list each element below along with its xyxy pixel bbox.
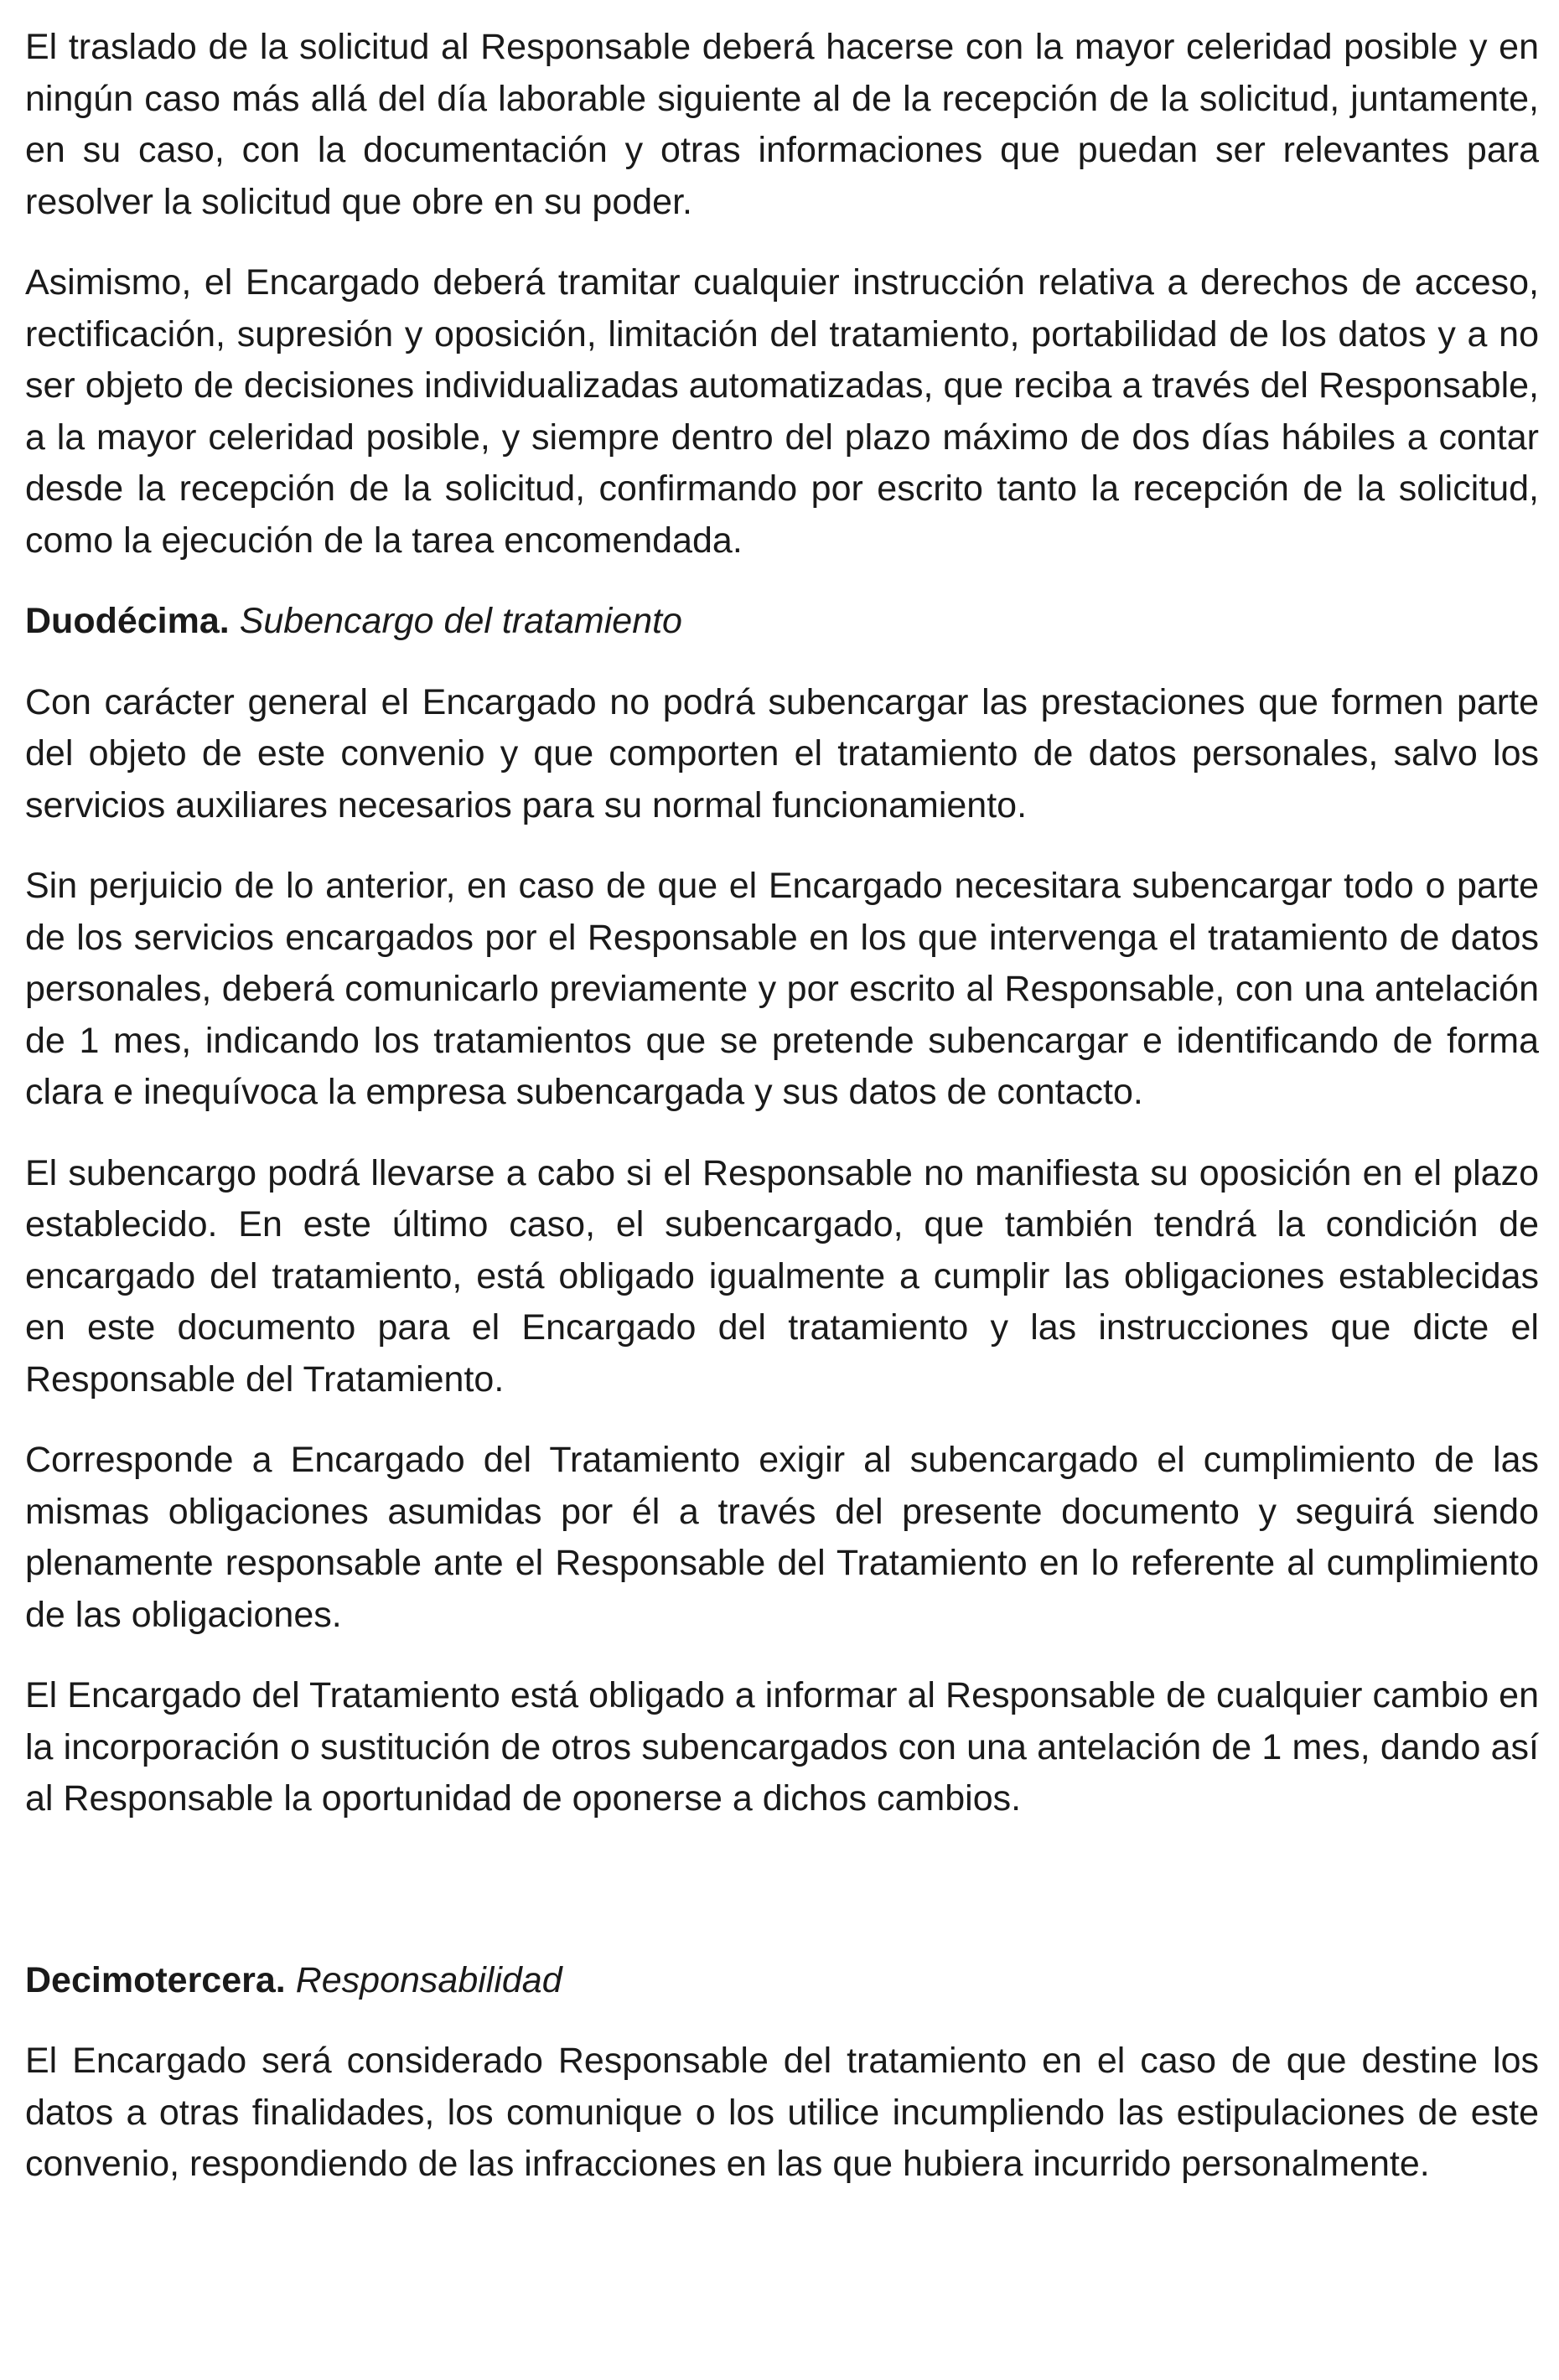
- section-title: Subencargo del tratamiento: [239, 601, 682, 641]
- paragraph: Sin perjuicio de lo anterior, en caso de que el Encargado necesitara subencargar todo o parte de los servicios encargados por el Responsable en los que intervenga el tratamiento de datos personales, deberá comunicarlo previamente y por escrito al Responsable, con una antelación de 1 mes, indicando los tratamientos que se pretende subencargar e identificando de forma clara e inequívoca la empresa subencargada y sus datos de contacto.: [25, 866, 1539, 1112]
- paragraph: Con carácter general el Encargado no podrá subencargar las prestaciones que formen parte del objeto de este convenio y que comporten el tratamiento de datos personales, salvo los servicios auxiliares necesarios para su normal funcionamiento.: [25, 681, 1539, 825]
- section-heading-duodecima: [25, 596, 1539, 648]
- section-title: Responsabilidad: [295, 1959, 562, 2000]
- document-page: [25, 22, 1539, 2220]
- section-heading-decimotercera: [25, 1955, 1539, 2007]
- section-number: Duodécima.: [25, 601, 230, 641]
- section-spacer: [25, 1855, 1539, 1955]
- paragraph: El Encargado será considerado Responsable del tratamiento en el caso de que destine los datos a otras finalidades, los comunique o los utilice incumpliendo las estipulaciones de este convenio, respondiendo de las infracciones en las que hubiera incurrido personalmente.: [25, 2041, 1539, 2184]
- paragraph: Corresponde a Encargado del Tratamiento exigir al subencargado el cumplimiento de las mismas obligaciones asumidas por él a través del presente documento y seguirá siendo plenamente responsable ante el Responsable del Tratamiento en lo referente al cumplimiento de las obligaciones.: [25, 1440, 1539, 1635]
- paragraph: El traslado de la solicitud al Responsable deberá hacerse con la mayor celeridad posible y en ningún caso más allá del día laborable siguiente al de la recepción de la solicitud, juntamente, en su caso, con la documentación y otras informaciones que puedan ser relevantes para resolver la solicitud que obre en su poder.: [25, 27, 1539, 222]
- section-number: Decimotercera.: [25, 1959, 286, 2000]
- paragraph: Asimismo, el Encargado deberá tramitar cualquier instrucción relativa a derechos de acceso, rectificación, supresión y oposición, limitación del tratamiento, portabilidad de los datos y a no ser objeto de decisiones individualizadas automatizadas, que reciba a través del Responsable, a la mayor celeridad posible, y siempre dentro del plazo máximo de dos días hábiles a contar desde la recepción de la solicitud, confirmando por escrito tanto la recepción de la solicitud, como la ejecución de la tarea encomendada.: [25, 262, 1539, 561]
- paragraph: El Encargado del Tratamiento está obligado a informar al Responsable de cualquier cambio en la incorporación o sustitución de otros subencargados con una antelación de 1 mes, dando así al Responsable la oportunidad de oponerse a dichos cambios.: [25, 1675, 1539, 1819]
- paragraph: El subencargo podrá llevarse a cabo si el Responsable no manifiesta su oposición en el plazo establecido. En este último caso, el subencargado, que también tendrá la condición de encargado del tratamiento, está obligado igualmente a cumplir las obligaciones establecidas en este documento para el Encargado del tratamiento y las instrucciones que dicte el Responsable del Tratamiento.: [25, 1152, 1539, 1400]
